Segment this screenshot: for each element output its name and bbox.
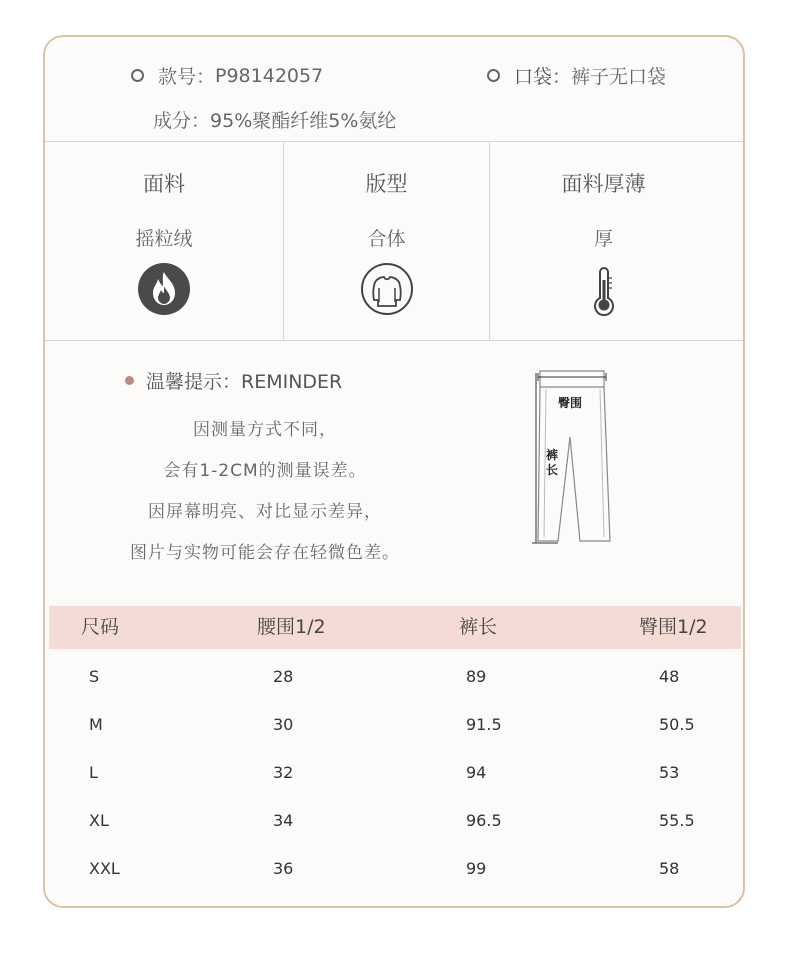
sweater-icon: [360, 262, 414, 320]
table-cell: 55.5: [659, 811, 695, 830]
table-cell: 58: [659, 859, 680, 878]
table-cell: 32: [273, 763, 294, 782]
table-cell: S: [89, 667, 100, 686]
flame-icon: [137, 262, 191, 320]
fabric-attribute: [45, 142, 283, 340]
divider: [45, 340, 743, 341]
thermometer-icon: [589, 266, 619, 322]
style-number-value: P98142057: [215, 64, 324, 87]
table-cell: XL: [89, 811, 109, 830]
thickness-title: 面料厚薄: [561, 172, 646, 196]
material-value: 95%聚酯纤维5%氨纶: [210, 110, 397, 132]
pocket-row: [487, 62, 666, 89]
table-cell: L: [89, 763, 98, 782]
material-label: 成分：: [153, 110, 211, 132]
diagram-label-hip: 臀围: [558, 396, 583, 410]
table-cell: 99: [466, 859, 487, 878]
table-cell: 36: [273, 859, 294, 878]
size-table-header: [49, 606, 741, 649]
table-cell: 30: [273, 715, 294, 734]
diagram-label-length-2: 长: [546, 463, 559, 477]
reminder-line: 因屏幕明亮、对比显示差异，: [148, 502, 382, 522]
column-header-length: 裤长: [459, 616, 498, 638]
table-cell: 48: [659, 667, 680, 686]
table-cell: 94: [466, 763, 487, 782]
dot-bullet-icon: [125, 376, 134, 385]
diagram-label-length-1: 裤: [546, 448, 559, 462]
fit-value: 合体: [367, 228, 406, 250]
reminder-title: [125, 367, 342, 394]
table-cell: 96.5: [466, 811, 502, 830]
pocket-label: 口袋：: [514, 66, 572, 88]
table-cell: 34: [273, 811, 294, 830]
fit-title: 版型: [365, 172, 408, 196]
table-cell: 50.5: [659, 715, 695, 734]
thickness-attribute: [490, 142, 717, 340]
circle-bullet-icon: [131, 69, 144, 82]
reminder-line: 图片与实物可能会存在轻微色差。: [130, 543, 400, 563]
material-row: [153, 106, 396, 133]
reminder-line: 会有1-2CM的测量误差。: [163, 461, 367, 481]
reminder-line: 因测量方式不同，: [193, 420, 337, 440]
pocket-value: 裤子无口袋: [571, 66, 667, 88]
column-header-size: 尺码: [81, 616, 120, 638]
thickness-value: 厚: [593, 228, 613, 250]
style-number-row: [131, 62, 323, 89]
table-cell: 28: [273, 667, 294, 686]
table-cell: 91.5: [466, 715, 502, 734]
reminder-title-text: 温馨提示：REMINDER: [146, 371, 343, 393]
table-cell: XXL: [89, 859, 120, 878]
product-info-card: [43, 35, 745, 908]
fabric-title: 面料: [143, 172, 185, 196]
table-cell: M: [89, 715, 103, 734]
table-cell: 53: [659, 763, 680, 782]
table-cell: 89: [466, 667, 487, 686]
column-header-hip: 臀围1/2: [639, 616, 708, 638]
fabric-value: 摇粒绒: [135, 228, 193, 250]
circle-bullet-icon: [487, 69, 500, 82]
pants-measurement-diagram: [532, 367, 622, 551]
fit-attribute: [284, 142, 489, 340]
column-header-waist: 腰围1/2: [257, 616, 326, 638]
style-number-label: 款号：: [158, 66, 216, 88]
